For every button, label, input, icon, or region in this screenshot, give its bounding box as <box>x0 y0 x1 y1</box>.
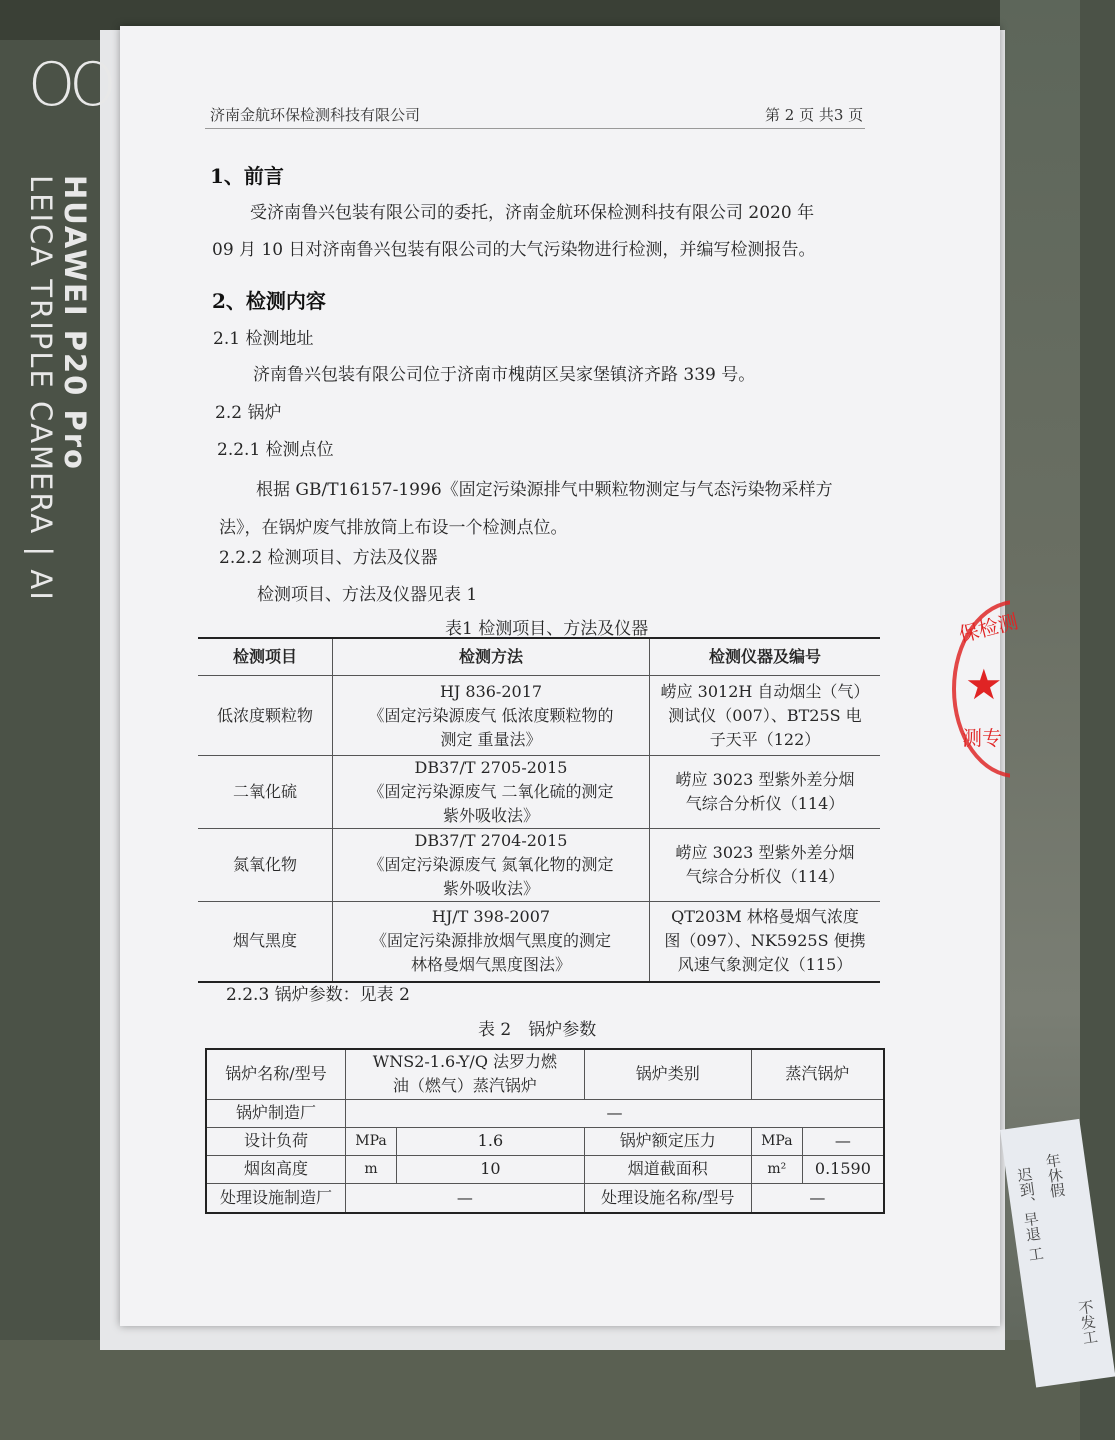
method-line: 紫外吸收法》 <box>442 879 539 898</box>
instrument-cell <box>650 756 881 829</box>
table-row <box>206 1155 884 1183</box>
subsection-2-2: 2.2 锅炉 <box>215 403 282 423</box>
instrument-line: 子天平（122） <box>709 729 821 749</box>
item-cell: 二氧化硫 <box>198 756 333 829</box>
method-line: 林格曼烟气黑度图法》 <box>410 955 571 975</box>
unit-cell: MPa <box>751 1127 802 1155</box>
instrument-line: 气综合分析仪（114） <box>685 794 845 813</box>
table-row <box>206 1099 884 1127</box>
subsection-2-2-1: 2.2.1 检测点位 <box>217 440 334 460</box>
section-1-title: 1、前言 <box>210 164 284 188</box>
value-line: WNS2-1.6-Y/Q 法罗力燃 <box>372 1052 558 1072</box>
subsection-2-2-3: 2.2.3 锅炉参数：见表 2 <box>226 985 410 1005</box>
table-row <box>198 756 880 829</box>
label-cell: 处理设施名称/型号 <box>584 1183 751 1213</box>
method-line: 《固定污染源排放烟气黑度的测定 <box>370 931 611 951</box>
label-cell: 烟囱高度 <box>206 1155 346 1183</box>
side-paper-text: 工 <box>1025 1245 1046 1263</box>
value-cell: 10 <box>397 1155 585 1183</box>
instrument-cell <box>650 902 881 982</box>
camera-logo: OO <box>28 50 111 120</box>
instrument-line: 气综合分析仪（114） <box>685 867 845 886</box>
header-cell: 检测仪器及编号 <box>650 638 881 676</box>
side-paper-text: 年休假 <box>1042 1151 1067 1199</box>
method-cell <box>333 676 650 756</box>
item-cell: 氮氧化物 <box>198 829 333 902</box>
table-1-caption: 表1 检测项目、方法及仪器 <box>445 619 649 639</box>
method-line: DB37/T 2704-2015 <box>414 831 568 850</box>
header-cell: 检测项目 <box>198 638 333 676</box>
label-cell: 设计负荷 <box>206 1127 346 1155</box>
table-row <box>206 1183 884 1213</box>
camera-watermark <box>28 50 111 120</box>
value-cell: — <box>802 1127 884 1155</box>
side-paper-text: 不发工 <box>1075 1298 1100 1346</box>
instrument-cell <box>650 676 881 756</box>
section-2-title: 2、检测内容 <box>212 289 326 313</box>
label-cell: 处理设施制造厂 <box>206 1183 346 1213</box>
method-cell <box>333 756 650 829</box>
stamp-text-bottom: 测专 <box>962 726 1002 750</box>
instrument-line: 崂应 3023 型紫外差分烟 <box>675 770 855 789</box>
star-icon: ★ <box>965 660 1003 709</box>
header-divider <box>205 128 865 129</box>
instrument-line: 测试仪（007）、BT25S 电 <box>668 705 862 725</box>
preface-line-1: 受济南鲁兴包装有限公司的委托，济南金航环保检测科技有限公司 2020 年 <box>250 203 815 223</box>
table-2 <box>205 1048 885 1214</box>
see-table-1: 检测项目、方法及仪器见表 1 <box>257 585 478 605</box>
method-line: HJ 836-2017 <box>439 681 543 701</box>
item-cell: 烟气黑度 <box>198 902 333 982</box>
instrument-line: 风速气象测定仪（115） <box>677 955 853 975</box>
value-cell: — <box>751 1183 884 1213</box>
instrument-line: 崂应 3023 型紫外差分烟 <box>675 843 855 862</box>
method-line: HJ/T 398-2007 <box>431 907 551 927</box>
label-cell: 锅炉名称/型号 <box>206 1049 346 1099</box>
value-cell: — <box>346 1183 585 1213</box>
table-row <box>198 902 880 982</box>
method-line: DB37/T 2705-2015 <box>414 758 568 777</box>
item-cell: 低浓度颗粒物 <box>198 676 333 756</box>
stamp-text-top: 保检测 <box>956 609 1021 647</box>
header-company: 济南金航环保检测科技有限公司 <box>210 106 421 124</box>
camera-watermark-text <box>24 175 92 602</box>
basis-line-1: 根据 GB/T16157-1996《固定污染源排气中颗粒物测定与气态污染物采样方 <box>256 480 833 500</box>
value-cell: 1.6 <box>397 1127 585 1155</box>
method-line: 《固定污染源废气 二氧化硫的测定 <box>368 782 614 801</box>
header-cell: 检测方法 <box>333 638 650 676</box>
instrument-line: 崂应 3012H 自动烟尘（气） <box>660 681 870 701</box>
instrument-line: QT203M 林格曼烟气浓度 <box>671 907 859 927</box>
watermark-line1: HUAWEI P20 Pro <box>58 175 92 471</box>
watermark-line2: LEICA TRIPLE CAMERA | AI <box>24 175 58 602</box>
address-text: 济南鲁兴包装有限公司位于济南市槐荫区吴家堡镇济齐路 339 号。 <box>253 365 756 385</box>
label-cell: 锅炉类别 <box>584 1049 751 1099</box>
method-cell <box>333 902 650 982</box>
basis-line-2: 法》，在锅炉废气排放筒上布设一个检测点位。 <box>219 518 568 538</box>
table-row <box>198 676 880 756</box>
unit-cell: MPa <box>346 1127 397 1155</box>
subsection-2-2-2: 2.2.2 检测项目、方法及仪器 <box>219 548 438 568</box>
label-cell: 锅炉额定压力 <box>584 1127 751 1155</box>
value-cell: 0.1590 <box>802 1155 884 1183</box>
table-row <box>206 1049 884 1099</box>
instrument-line: 图（097）、NK5925S 便携 <box>664 931 866 951</box>
method-line: 测定 重量法》 <box>440 729 542 749</box>
unit-cell: m <box>346 1155 397 1183</box>
method-cell <box>333 829 650 902</box>
subsection-2-1: 2.1 检测地址 <box>213 329 314 349</box>
table-1 <box>198 637 880 983</box>
unit-cell: m² <box>751 1155 802 1183</box>
table-2-caption: 表 2 锅炉参数 <box>478 1020 597 1040</box>
side-paper-text: 迟到、早退 <box>1014 1165 1043 1243</box>
method-line: 《固定污染源废气 氮氧化物的测定 <box>368 855 614 874</box>
method-line: 紫外吸收法》 <box>442 806 539 825</box>
label-cell: 烟道截面积 <box>584 1155 751 1183</box>
value-line: 油（燃气）蒸汽锅炉 <box>392 1076 537 1096</box>
background-bottom <box>0 1340 1080 1440</box>
table-row <box>206 1127 884 1155</box>
table-header-row <box>198 638 880 676</box>
instrument-cell <box>650 829 881 902</box>
header-page-number: 第 2 页 共3 页 <box>765 106 864 124</box>
method-line: 《固定污染源废气 低浓度颗粒物的 <box>368 705 614 725</box>
preface-line-2: 09 月 10 日对济南鲁兴包装有限公司的大气污染物进行检测，并编写检测报告。 <box>212 240 816 260</box>
value-cell: — <box>346 1099 885 1127</box>
label-cell: 锅炉制造厂 <box>206 1099 346 1127</box>
table-row <box>198 829 880 902</box>
value-cell <box>346 1049 585 1099</box>
value-cell: 蒸汽锅炉 <box>751 1049 884 1099</box>
